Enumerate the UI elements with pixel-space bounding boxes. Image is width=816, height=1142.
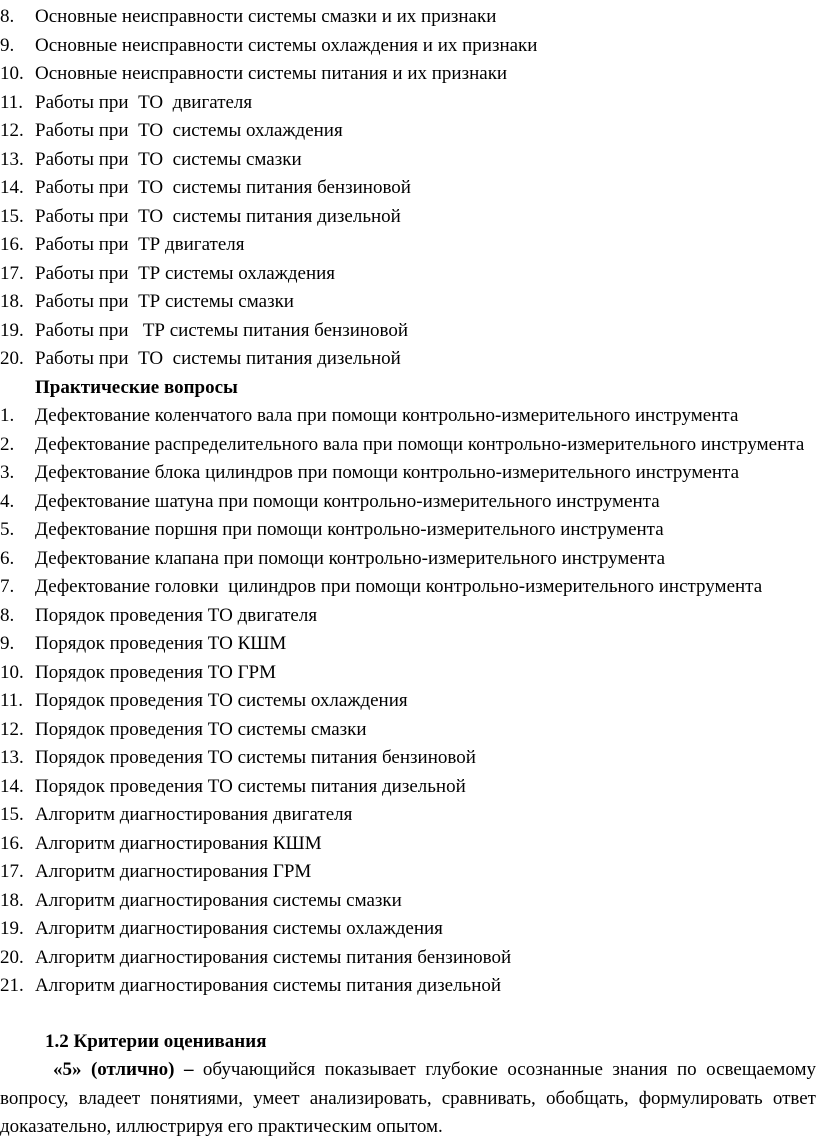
list-item-text: Основные неисправности системы смазки и их признаки	[35, 6, 497, 27]
list-item	[0, 659, 816, 688]
list-item	[0, 317, 816, 346]
list-item	[0, 89, 816, 118]
list-item-number: 20.	[0, 348, 24, 369]
list-item-text: Работы при ТР двигателя	[35, 234, 245, 255]
list-item	[0, 716, 816, 745]
list-item	[0, 288, 816, 317]
list-item-number: 10.	[0, 661, 24, 683]
list-item-text: Основные неисправности системы питания и их признаки	[35, 63, 508, 84]
list-item-text: Дефектование шатуна при помощи контрольно-измерительного инструмента	[35, 490, 660, 512]
list-item-text: Порядок проведения ТО системы охлаждения	[35, 690, 408, 711]
list-item-text: Дефектование коленчатого вала при помощи контрольно-измерительного инструмента	[35, 405, 739, 426]
list-item-text: Работы при ТО системы питания дизельной	[35, 348, 401, 369]
list-item-number: 2.	[0, 433, 15, 455]
list-item-number: 9.	[0, 34, 15, 56]
theory-questions-list	[0, 3, 816, 374]
list-item-text: Работы при ТР системы питания бензиновой	[35, 319, 409, 341]
list-item	[0, 887, 816, 916]
list-item	[0, 60, 816, 89]
list-item	[0, 488, 816, 517]
list-item-text: Алгоритм диагностирования системы смазки	[35, 889, 402, 911]
list-item-text: Алгоритм диагностирования системы охлаждения	[35, 918, 443, 939]
practical-questions-heading: Практические вопросы	[35, 376, 238, 398]
list-item	[0, 744, 816, 773]
list-item	[0, 117, 816, 146]
list-item-number: 4.	[0, 490, 15, 512]
list-item	[0, 858, 816, 887]
list-item-text: Порядок проведения ТО КШМ	[35, 633, 287, 654]
list-item-number: 8.	[0, 6, 15, 27]
list-item	[0, 602, 816, 631]
practical-questions-list	[0, 402, 816, 1001]
list-item-number: 14.	[0, 775, 24, 797]
list-item-number: 14.	[0, 177, 24, 198]
list-item	[0, 3, 816, 32]
list-item	[0, 402, 816, 431]
list-item-number: 15.	[0, 205, 24, 227]
list-item	[0, 203, 816, 232]
list-item	[0, 972, 816, 1001]
list-item-number: 6.	[0, 547, 15, 569]
list-item	[0, 516, 816, 545]
grade5-label: «5» (отлично) –	[53, 1059, 194, 1080]
list-item	[0, 687, 816, 716]
list-item-number: 17.	[0, 262, 24, 284]
list-item-text: Порядок проведения ТО системы питания дизельной	[35, 775, 466, 797]
list-item-text: Работы при ТР системы смазки	[35, 291, 294, 312]
list-item	[0, 459, 816, 488]
list-item-number: 13.	[0, 747, 24, 768]
list-item-text: Алгоритм диагностирования ГРМ	[35, 861, 312, 882]
list-item	[0, 830, 816, 859]
list-item-number: 12.	[0, 120, 24, 141]
list-item-number: 3.	[0, 462, 15, 483]
list-item	[0, 260, 816, 289]
list-item-text: Алгоритм диагностирования системы питания бензиновой	[35, 946, 512, 968]
list-item	[0, 32, 816, 61]
list-item-number: 17.	[0, 861, 24, 882]
list-item	[0, 345, 816, 374]
list-item-number: 15.	[0, 804, 24, 825]
list-item-number: 8.	[0, 604, 15, 626]
list-item-text: Дефектование блока цилиндров при помощи контрольно-измерительного инструмента	[35, 462, 740, 483]
list-item	[0, 773, 816, 802]
list-item	[0, 431, 816, 460]
list-item-text: Алгоритм диагностирования КШМ	[35, 832, 322, 854]
list-item-text: Порядок проведения ТО ГРМ	[35, 661, 277, 683]
list-item-number: 13.	[0, 148, 24, 170]
list-item-number: 18.	[0, 889, 24, 911]
list-item-text: Алгоритм диагностирования двигателя	[35, 804, 353, 825]
list-item-text: Работы при ТО двигателя	[35, 91, 253, 113]
list-item-text: Работы при ТО системы питания дизельной	[35, 205, 401, 227]
list-item-number: 16.	[0, 234, 24, 255]
list-item	[0, 915, 816, 944]
list-item	[0, 630, 816, 659]
list-item-number: 18.	[0, 291, 24, 312]
list-item-number: 11.	[0, 91, 24, 113]
list-item-number: 12.	[0, 718, 24, 740]
list-item-number: 5.	[0, 519, 15, 540]
list-item-text: Дефектование распределительного вала при помощи контрольно-измерительного инструмента	[35, 433, 805, 455]
list-item	[0, 174, 816, 203]
list-item-text: Порядок проведения ТО системы смазки	[35, 718, 367, 740]
list-item	[0, 146, 816, 175]
list-item-number: 19.	[0, 319, 24, 341]
list-item	[0, 801, 816, 830]
list-item-number: 7.	[0, 576, 15, 597]
list-item-text: Работы при ТР системы охлаждения	[35, 262, 336, 284]
list-item-text: Работы при ТО системы смазки	[35, 148, 302, 170]
list-item-number: 9.	[0, 633, 15, 654]
list-item-text: Дефектование поршня при помощи контрольно-измерительного инструмента	[35, 519, 664, 540]
list-item-text: Работы при ТО системы охлаждения	[35, 120, 343, 141]
list-item-number: 21.	[0, 975, 24, 996]
list-item-text: Порядок проведения ТО двигателя	[35, 604, 318, 626]
list-item	[0, 944, 816, 973]
list-item-number: 20.	[0, 946, 24, 968]
list-item-number: 10.	[0, 63, 24, 84]
list-item-number: 1.	[0, 405, 15, 426]
list-item-text: Дефектование клапана при помощи контрольно-измерительного инструмента	[35, 547, 666, 569]
list-item-text: Порядок проведения ТО системы питания бензиновой	[35, 747, 476, 768]
list-item	[0, 231, 816, 260]
list-item-number: 11.	[0, 690, 24, 711]
list-item	[0, 573, 816, 602]
grade5-description: обучающийся показывает глубокие осознанные знания по освещаемому вопросу, владеет понятиями, умеет анализировать, сравнивать, обобщать, формулировать ответ доказательно, иллюстрируя его практическим опытом.	[0, 1059, 816, 1137]
list-item-number: 16.	[0, 832, 24, 854]
list-item	[0, 545, 816, 574]
list-item-text: Дефектование головки цилиндров при помощи контрольно-измерительного инструмента	[35, 576, 763, 597]
list-item-text: Основные неисправности системы охлаждения и их признаки	[35, 34, 538, 56]
list-item-text: Алгоритм диагностирования системы питания дизельной	[35, 975, 502, 996]
list-item-number: 19.	[0, 918, 24, 939]
list-item-text: Работы при ТО системы питания бензиновой	[35, 177, 411, 198]
criteria-heading: 1.2 Критерии оценивания	[45, 1030, 267, 1052]
